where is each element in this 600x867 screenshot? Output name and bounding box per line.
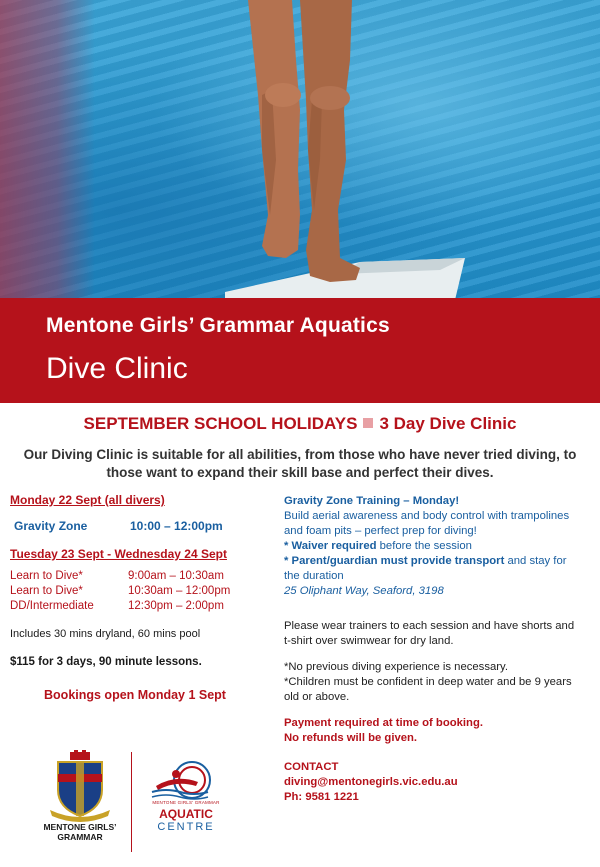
headline-holidays: SEPTEMBER SCHOOL HOLIDAYS <box>83 414 358 433</box>
price-text: $115 for 3 days, 90 minute lessons. <box>10 656 202 668</box>
headline-clinic: 3 Day Dive Clinic <box>379 414 517 433</box>
aquatic-centre-logo <box>146 760 226 850</box>
title-banner <box>0 298 600 403</box>
gravity-zone-time: 10:00 – 12:00pm <box>130 519 223 533</box>
crest-icon <box>30 750 130 822</box>
logo-divider <box>131 752 132 852</box>
gravity-zone-description: Build aerial awareness and body control with trampolines and foam pits – perfect prep for diving! <box>284 510 570 537</box>
centre-word: CENTRE <box>157 821 215 833</box>
confidence-note: *Children must be confident in deep water and be 9 years old or above. <box>284 676 572 703</box>
school-name-line1: MENTONE GIRLS’ <box>43 822 117 832</box>
waiver-note <box>284 539 584 554</box>
bookings-open: Bookings open Monday 1 Sept <box>44 688 226 702</box>
waiver-rest: before the session <box>376 540 472 552</box>
intro-text: Our Diving Clinic is suitable for all abilities, from those who have never tried diving, to those want to expand their skill base and perfect their dives. <box>23 447 577 480</box>
square-bullet-icon <box>363 418 373 428</box>
swimmer-icon <box>146 760 226 800</box>
payment-note: Payment required at time of booking. <box>284 717 483 729</box>
parent-note <box>284 554 584 584</box>
info-column <box>284 494 584 805</box>
session-time: 12:30pm – 2:00pm <box>128 600 224 612</box>
schedule-column <box>10 493 280 702</box>
session-list <box>10 569 280 614</box>
school-crest-logo <box>30 750 130 850</box>
page-title: Dive Clinic <box>46 352 188 385</box>
parent-bold: * Parent/guardian must provide transport <box>284 555 505 567</box>
trainers-note: Please wear trainers to each session and have shorts and t-shirt over swimwear for dry land. <box>284 620 575 647</box>
organization-name: Mentone Girls’ Grammar Aquatics <box>46 314 390 337</box>
session-row <box>10 569 280 584</box>
waiver-bold: * Waiver required <box>284 540 377 552</box>
knee-2 <box>310 86 350 110</box>
knee <box>265 83 301 107</box>
session-name: DD/Intermediate <box>10 600 94 612</box>
school-name-line2: GRAMMAR <box>57 832 103 842</box>
hero-photo <box>0 0 600 300</box>
session-name: Learn to Dive* <box>10 570 83 582</box>
day2-heading: Tuesday 23 Sept - Wednesday 24 Sept <box>10 547 227 561</box>
session-time: 10:30am – 12:00pm <box>128 585 231 597</box>
parent-rest: and stay for the duration <box>284 555 567 582</box>
no-experience-note: *No previous diving experience is necessary. <box>284 661 508 673</box>
session-row <box>10 599 280 614</box>
day1-heading: Monday 22 Sept (all divers) <box>10 493 165 507</box>
session-time: 9:00am – 10:30am <box>128 570 224 582</box>
contact-phone: Ph: 9581 1221 <box>284 791 359 803</box>
session-row <box>10 584 280 599</box>
gravity-zone-row <box>14 519 280 533</box>
address: 25 Oliphant Way, Seaford, 3198 <box>284 585 444 597</box>
refunds-note: No refunds will be given. <box>284 732 418 744</box>
includes-note: Includes 30 mins dryland, 60 mins pool <box>10 628 201 640</box>
aquatic-small-text: MENTONE GIRLS' GRAMMAR <box>152 800 220 805</box>
school-name <box>30 822 130 842</box>
headline <box>0 414 600 434</box>
contact-heading: CONTACT <box>284 761 339 773</box>
session-name: Learn to Dive* <box>10 585 83 597</box>
diver-illustration <box>0 0 600 300</box>
gravity-zone-label: Gravity Zone <box>14 519 88 533</box>
aquatic-word: AQUATIC <box>159 807 213 821</box>
gravity-zone-heading: Gravity Zone Training – Monday! <box>284 495 460 507</box>
contact-email[interactable]: diving@mentonegirls.vic.edu.au <box>284 776 458 788</box>
